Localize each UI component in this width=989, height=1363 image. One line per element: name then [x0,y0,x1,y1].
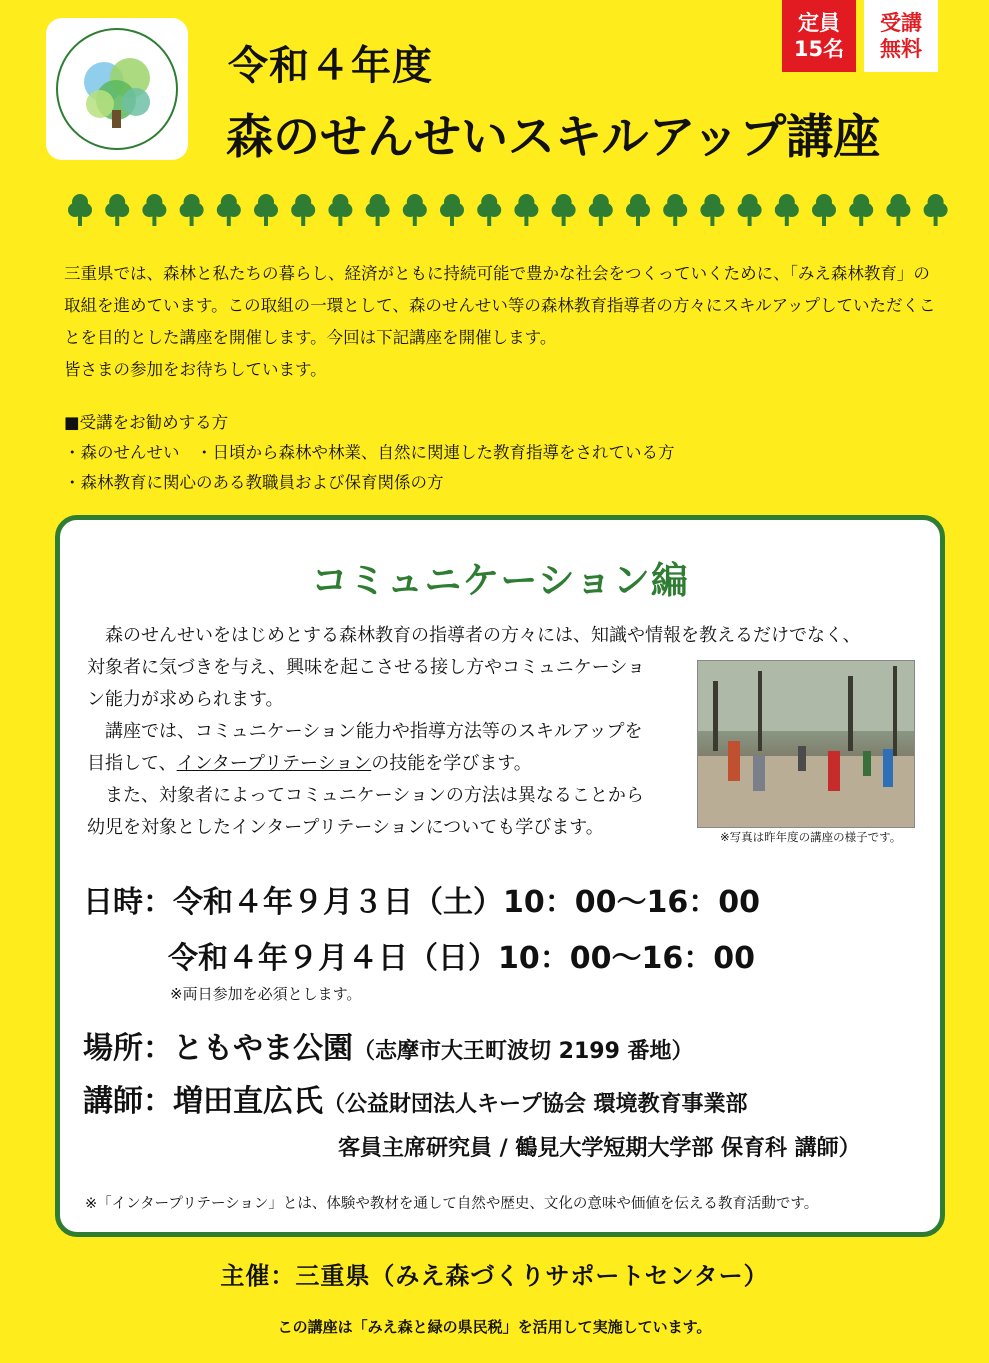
tree-icon [552,194,576,226]
place-address: （志摩市大王町波切 2199 番地） [353,1039,694,1064]
tree-icon [403,194,427,226]
course-panel [55,515,945,1237]
tree-icon [142,194,166,226]
tax-note: この講座は「みえ森と緑の県民税」を活用して実施しています。 [277,1318,712,1336]
schedule-day1-value: 令和４年９月３日（土）10：00～16：00 [173,885,760,920]
tree-icon [886,194,910,226]
organizer: 主催：三重県（みえ森づくりサポートセンター） [220,1262,769,1290]
tree-icon [328,194,352,226]
schedule-label: 日時： [83,885,173,920]
tree-icon [849,194,873,226]
fee-label: 受講 [880,10,922,35]
course-line: 講座では、コミュニケーション能力や指導方法等のスキルアップを [87,721,643,742]
tree-icon [812,194,836,226]
intro-text: 三重県では、森林と私たちの暮らし、経済がともに持続可能で豊かな社会をつくっていくために、「みえ森林教育」の取組を進めています。この取組の一環として、森のせんせい等の森林教育指導者の方々にスキルアップしていただくことを目的とした講座を開催します。今回は下記講座を開催します。 皆さまの参加をお待ちしています。 [64,264,936,379]
lecturer [83,1080,861,1171]
interpretation-term: インタープリテーション [176,753,372,774]
tree-icon [440,194,464,226]
lecturer-row [83,1080,861,1127]
course-line-part: 目指して、 [87,753,177,774]
tree-icon [514,194,538,226]
course-line: また、対象者によってコミュニケーションの方法は異なることから [87,785,644,806]
tree-icon [663,194,687,226]
title-year: 令和４年度 [228,43,433,89]
tree-icon [775,194,799,226]
lecturer-affiliation: （公益財団法人キープ協会 環境教育事業部 [323,1092,748,1117]
tree-icon [477,194,501,226]
schedule [83,875,760,987]
lecturer-label: 講師： [83,1084,173,1119]
schedule-note: ※両日参加を必須とします。 [170,985,362,1003]
interpretation-footnote: ※「インタープリテーション」とは、体験や教材を通して自然や歴史、文化の意味や価値を伝える教育活動です。 [85,1196,819,1212]
recommend-item: ・森林教育に関心のある教職員および保育関係の方 [64,473,444,492]
course-line: 幼児を対象としたインタープリテーションについても学びます。 [87,817,604,838]
tree-icon [68,194,92,226]
course-title: コミュニケーション編 [311,559,689,602]
tree-icon [254,194,278,226]
recommend-heading: ■受講をお勧めする方 [64,413,229,432]
tree-icon [105,194,129,226]
schedule-day1 [83,875,760,931]
course-line: 森のせんせいをはじめとする森林教育の指導者の方々には、知識や情報を教えるだけでなく、 [87,625,861,646]
tree-icon [291,194,315,226]
photo-illustration [698,661,914,827]
tree-icon [626,194,650,226]
capacity-value: 15名 [793,37,845,61]
capacity-badge [782,0,856,72]
recommend-item: ・森のせんせい ・日頃から森林や林業、自然に関連した教育指導をされている方 [64,443,675,462]
course-line: ン能力が求められます。 [87,689,284,710]
schedule-day2: 令和４年９月４日（日）10：00～16：00 [168,941,755,976]
tree-row-decoration [68,192,948,232]
fee-badge [864,0,938,72]
tree-icon [217,194,241,226]
fee-value: 無料 [880,37,922,61]
course-line-part: の技能を学びます。 [371,753,532,774]
recommend-section [64,408,675,498]
lecturer-affiliation-2: 客員主席研究員 / 鶴見大学短期大学部 保育科 講師） [338,1136,861,1161]
place-name: ともやま公園 [173,1031,353,1066]
photo-caption: ※写真は昨年度の講座の様子です。 [720,830,902,844]
logo [46,18,188,160]
place [83,1023,694,1067]
course-photo [697,660,915,828]
tree-icon [180,194,204,226]
course-line: 対象者に気づきを与え、興味を起こさせる接し方やコミュニケーショ [87,657,645,678]
place-label: 場所： [83,1031,173,1066]
lecturer-name: 増田直広氏 [173,1084,323,1119]
tree-icon [738,194,762,226]
tree-icon [589,194,613,226]
badges [782,0,938,72]
tree-logo-icon [46,18,188,160]
tree-icon [700,194,724,226]
tree-icon [366,194,390,226]
capacity-label: 定員 [798,10,840,35]
tree-icon [924,194,948,226]
page-title: 森のせんせいスキルアップ講座 [226,110,881,165]
